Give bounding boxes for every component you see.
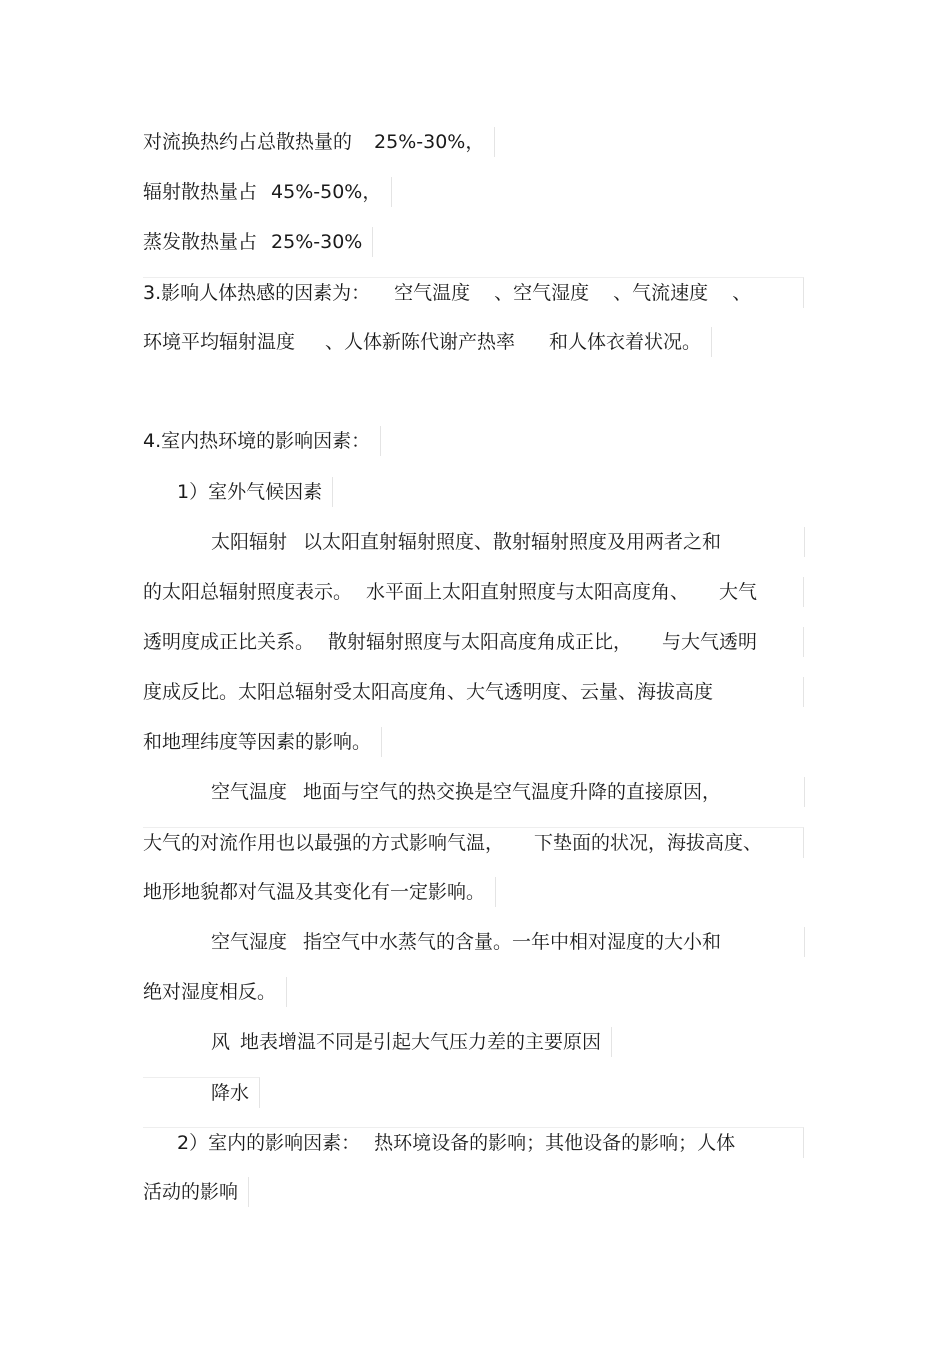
text-line-air-temperature-2 [143,827,804,858]
text-segment: 空气湿度 [211,931,288,953]
text-segment: 降水 [211,1082,250,1104]
text-segment: 空气温度 [211,781,288,803]
text-segment: 地表增温不同是引起大气压力差的主要原因 [240,1031,602,1053]
text-line-air-humidity-2 [143,977,287,1007]
text-line-solar-3 [143,627,804,657]
text-segment: 3.影响人体热感的因素为： [143,282,371,304]
text-line-heading-3 [143,277,804,308]
text-segment: 与大气透明 [662,631,758,653]
text-segment: 和地理纬度等因素的影响。 [143,731,372,753]
text-line-air-humidity [211,927,805,957]
text-segment: 对流换热约占总散热量的 [143,131,353,153]
text-segment: 45%-50%， [271,181,382,203]
text-segment: 水平面上太阳直射照度与太阳高度角、 [366,581,690,603]
text-segment: 热环境设备的影响；其他设备的影响；人体 [374,1132,736,1154]
text-line-outdoor-climate [177,477,333,507]
text-segment: 2）室内的影响因素： [177,1132,361,1154]
text-line-radiation [143,177,392,207]
text-line-convection [143,127,495,157]
text-segment: 和人体衣着状况。 [549,331,702,353]
text-line-solar-4 [143,677,804,707]
text-line-solar-5 [143,727,382,757]
text-segment: 太阳辐射 [211,531,288,553]
text-segment: 蒸发散热量占 [143,231,258,253]
text-segment: 指空气中水蒸气的含量。一年中相对湿度的大小和 [303,931,722,953]
text-segment: 25%-30% [271,231,363,253]
text-segment: 大气 [719,581,758,603]
text-segment: 空气温度 [394,282,471,304]
text-segment: 、人体新陈代谢产热率 [325,331,516,353]
text-segment: 、 [732,282,752,304]
text-segment: 、气流速度 [613,282,709,304]
text-line-indoor-factors-2 [143,1177,249,1207]
text-segment: 散射辐射照度与太阳高度角成正比， [328,631,633,653]
text-segment: 度成反比。太阳总辐射受太阳高度角、大气透明度、云量、海拔高度 [143,681,714,703]
text-segment: 的太阳总辐射照度表示。 [143,581,353,603]
text-line-wind [211,1027,612,1057]
text-segment: 下垫面的状况，海拔高度、 [534,832,763,854]
text-segment: 地面与空气的热交换是空气温度升降的直接原因， [303,781,722,803]
text-line-solar-radiation [211,527,805,557]
text-segment: 25%-30%， [374,131,485,153]
text-segment: 大气的对流作用也以最强的方式影响气温， [143,832,505,854]
text-segment: 活动的影响 [143,1181,239,1203]
text-line-solar-2 [143,577,804,607]
text-line-evaporation [143,227,373,257]
text-segment: 绝对湿度相反。 [143,981,277,1003]
text-segment: 地形地貌都对气温及其变化有一定影响。 [143,881,486,903]
text-segment: 以太阳直射辐射照度、散射辐射照度及用两者之和 [303,531,722,553]
text-line-precipitation [143,1077,260,1108]
text-line-heading-4 [143,426,381,456]
text-line-air-temperature-3 [143,877,496,907]
text-segment: 4.室内热环境的影响因素： [143,430,371,452]
text-line-air-temperature [211,777,805,807]
text-segment: 环境平均辐射温度 [143,331,296,353]
text-segment: 辐射散热量占 [143,181,258,203]
text-segment: 1）室外气候因素 [177,481,323,503]
text-line-indoor-factors [143,1127,804,1158]
text-segment: 、空气湿度 [494,282,590,304]
text-segment: 风 [211,1031,231,1053]
text-line-factors-cont [143,327,712,357]
text-segment: 透明度成正比关系。 [143,631,315,653]
